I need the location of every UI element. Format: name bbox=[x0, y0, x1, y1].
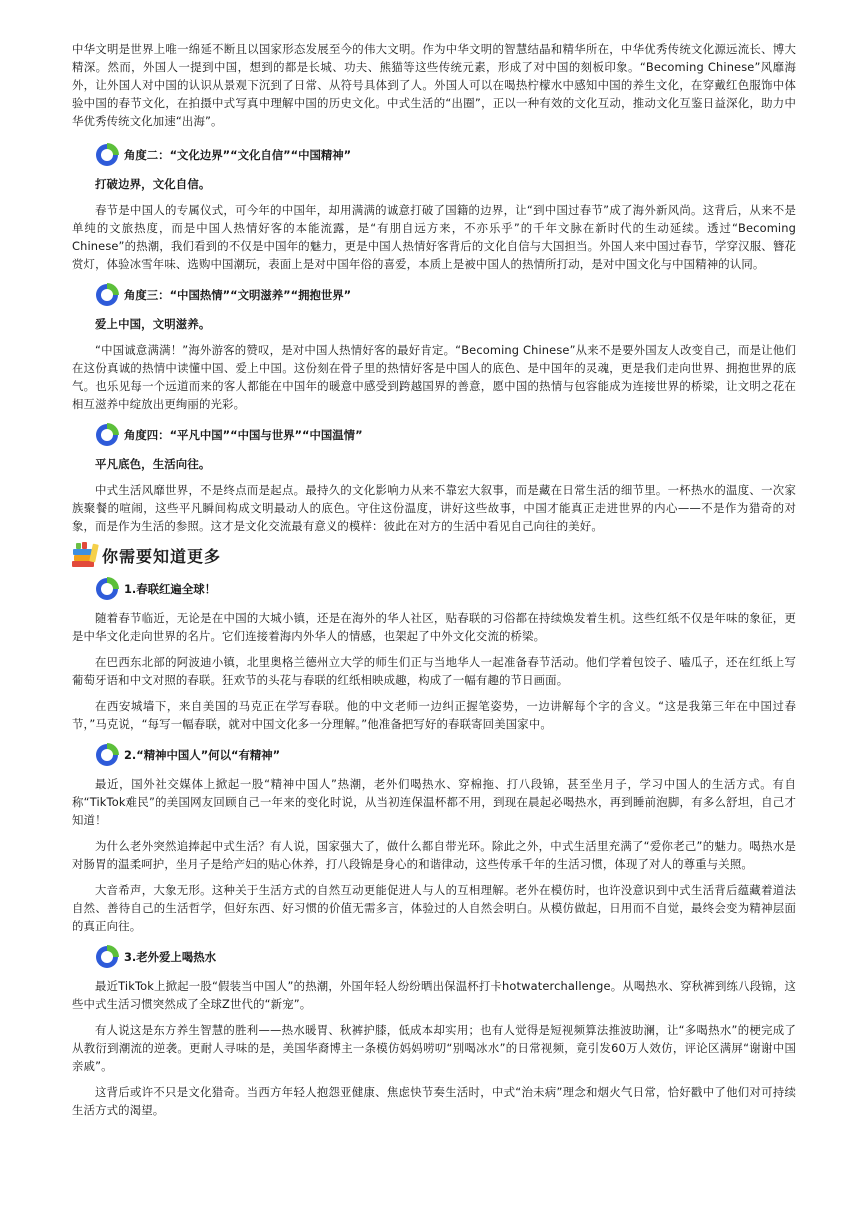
item-two-paragraph: 最近，国外社交媒体上掀起一股“精神中国人”热潮，老外们喝热水、穿棉拖、打八段锦，甚至坐月子，学习中国人的生活方式。有自称“TikTok难民”的美国网友回顾自己一年来的变化时说，从当初连保温杯都不用，到现在晨起必喝热水，再到睡前泡脚，有多么舒坦，自己才知道！ bbox=[72, 777, 796, 827]
item-two-paragraph: 为什么老外突然追捧起中式生活？有人说，国家强大了，做什么都自带光环。除此之外，中式生活里充满了“爱你老己”的魅力。喝热水是对肠胃的温柔呵护，坐月子是给产妇的贴心休养，打八段锦是身心的和谐律动，这些传承千年的生活习惯，体现了对人的尊重与关照。 bbox=[72, 839, 796, 871]
angle-four-subtitle: 平凡底色，生活向往。 bbox=[95, 457, 211, 471]
angle-two-paragraph: 春节是中国人的专属仪式，可今年的中国年，却用满满的诚意打破了国籍的边界，让“到中国过春节”成了海外新风尚。这背后，从来不是单纯的文旅热度，而是中国人热情好客的本能流露，是“有朋自远方来，不亦乐乎”的千年文脉在新时代的生动延续。透过“Becoming Chinese”的热潮，我们看到的不仅是中国年的魅力，更是中国人热情好客背后的文化自信与大国担当。外国人来中国过春节，学穿汉服、簪花赏灯，体验冰雪年味、选购中国潮玩，表面上是对中国年俗的喜爱，本质上是被中国人的热情所打动，是对中国文化与中国精神的认同。 bbox=[72, 203, 796, 271]
item-one-paragraph: 在巴西东北部的阿波迪小镇，北里奥格兰德州立大学的师生们正与当地华人一起准备春节活动。他们学着包饺子、嗑瓜子，还在红纸上写葡萄牙语和中文对照的春联。狂欢节的头花与春联的红纸相映成趣，构成了一幅有趣的节日画面。 bbox=[72, 655, 796, 687]
angle-four-heading bbox=[94, 421, 796, 449]
angle-two-heading bbox=[94, 141, 796, 169]
pie-bullet-icon bbox=[94, 742, 120, 768]
item-three-paragraph: 这背后或许不只是文化猎奇。当西方年轻人抱怨亚健康、焦虑快节奏生活时，中式“治未病”理念和烟火气日常，恰好戳中了他们对可持续生活方式的渴望。 bbox=[72, 1085, 796, 1117]
angle-four-title: 角度四：“平凡中国”“中国与世界”“中国温情” bbox=[124, 428, 363, 442]
item-two-paragraph: 大音希声，大象无形。这种关于生活方式的自然互动更能促进人与人的互相理解。老外在模仿时，也许没意识到中式生活背后蕴藏着道法自然、善待自己的生活哲学，但好东西、好习惯的价值无需多言，体验过的人自然会明白。从模仿做起，日用而不自觉，最终会变为精神层面的真正向往。 bbox=[72, 883, 796, 933]
angle-four-paragraph: 中式生活风靡世界，不是终点而是起点。最持久的文化影响力从来不靠宏大叙事，而是藏在日常生活的细节里。一杯热水的温度、一次家族聚餐的喧闹，这些平凡瞬间构成文明最动人的底色。守住这份温度，讲好这些故事，中国才能真正走进世界的内心——不是作为猎奇的对象，而是作为生活的参照。这才是文化交流最有意义的模样：彼此在对方的生活中看见自己向往的美好。 bbox=[72, 483, 796, 533]
pie-bullet-icon bbox=[94, 142, 120, 168]
item-one-heading bbox=[94, 575, 796, 603]
pie-bullet-icon bbox=[94, 944, 120, 970]
more-section-title bbox=[70, 539, 796, 571]
pie-bullet-icon bbox=[94, 422, 120, 448]
intro-paragraph: 中华文明是世界上唯一绵延不断且以国家形态发展至今的伟大文明。作为中华文明的智慧结晶和精华所在，中华优秀传统文化源远流长、博大精深。然而，外国人一提到中国，想到的都是长城、功夫、熊猫等这些传统元素，形成了对中国的刻板印象。“Becoming Chinese”风靡海外，让外国人对中国的认识从景观下沉到了日常、从符号具体到了人。外国人可以在喝热柠檬水中感知中国的养生文化，在穿戴红色服饰中体验中国的春节文化，在拍摄中式写真中理解中国的历史文化。中式生活的“出圈”，正以一种有效的文化互动，推动文化互鉴日益深化，助力中华优秀传统文化加速“出海”。 bbox=[72, 42, 796, 128]
item-three-heading bbox=[94, 943, 796, 971]
pie-bullet-icon bbox=[94, 282, 120, 308]
angle-three-paragraph: “中国诚意满满！”海外游客的赞叹，是对中国人热情好客的最好肯定。“Becoming Chinese”从来不是要外国友人改变自己，而是让他们在这份真诚的热情中读懂中国、爱上中国。这份刻在骨子里的热情好客是中国人的底色、是中国年的灵魂，更是我们走向世界、拥抱世界的底气。也乐见每一个远道而来的客人都能在中国年的暖意中感受到跨越国界的善意，愿中国的热情与包容能成为连接世界的桥梁，让文明之花在相互滋养中绽放出更绚丽的光彩。 bbox=[72, 343, 796, 411]
item-one-paragraph: 随着春节临近，无论是在中国的大城小镇，还是在海外的华人社区，贴春联的习俗都在持续焕发着生机。这些红纸不仅是年味的象征，更是中华文化走向世界的名片。它们连接着海内外华人的情感，也架起了中外文化交流的桥梁。 bbox=[72, 611, 796, 643]
more-title-text: 你需要知道更多 bbox=[102, 546, 222, 566]
item-two-title: 2.“精神中国人”何以“有精神” bbox=[124, 748, 281, 762]
books-icon bbox=[70, 540, 100, 570]
item-three-paragraph: 最近TikTok上掀起一股“假装当中国人”的热潮，外国年轻人纷纷晒出保温杯打卡hotwaterchallenge。从喝热水、穿秋裤到练八段锦，这些中式生活习惯突然成了全球Z世代的“新宠”。 bbox=[72, 979, 796, 1011]
angle-three-heading bbox=[94, 281, 796, 309]
item-one-title: 1.春联红遍全球！ bbox=[124, 582, 216, 596]
angle-three-title: 角度三：“中国热情”“文明滋养”“拥抱世界” bbox=[124, 288, 352, 302]
angle-two-subtitle: 打破边界，文化自信。 bbox=[95, 177, 211, 191]
item-two-heading bbox=[94, 741, 796, 769]
item-one-paragraph: 在西安城墙下，来自美国的马克正在学写春联。他的中文老师一边纠正握笔姿势，一边讲解每个字的含义。“这是我第三年在中国过春节，”马克说，“每写一幅春联，就对中国文化多一分理解。”他准备把写好的春联寄回美国家中。 bbox=[72, 699, 796, 731]
article-page bbox=[72, 40, 796, 1119]
item-three-title: 3.老外爱上喝热水 bbox=[124, 950, 216, 964]
pie-bullet-icon bbox=[94, 576, 120, 602]
angle-three-subtitle: 爱上中国，文明滋养。 bbox=[95, 317, 211, 331]
angle-two-title: 角度二：“文化边界”“文化自信”“中国精神” bbox=[124, 148, 352, 162]
item-three-paragraph: 有人说这是东方养生智慧的胜利——热水暖胃、秋裤护膝，低成本却实用；也有人觉得是短视频算法推波助澜，让“多喝热水”的梗完成了从教衍到潮流的逆袭。更耐人寻味的是，美国华裔博主一条模仿妈妈唠叨“别喝冰水”的日常视频，竟引发60万人效仿，评论区满屏“谢谢中国亲戚”。 bbox=[72, 1023, 796, 1073]
